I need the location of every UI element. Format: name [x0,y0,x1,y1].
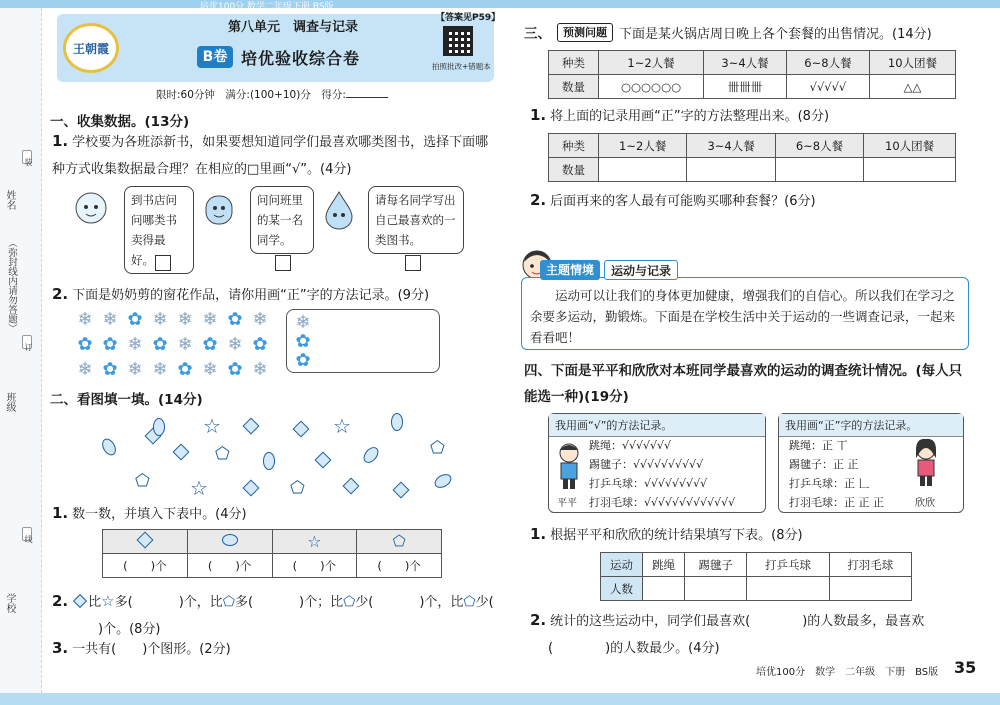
hotpot-sales-table [548,50,956,99]
diamond-icon [243,480,260,497]
star-icon: ☆ [190,476,208,500]
diamond-icon [173,444,190,461]
bottom-bar [0,693,1000,705]
top-bar [0,0,1000,8]
s2-q1: 1. 数一数，并填入下表中。(4分) [52,504,247,522]
star-icon: ☆ [101,592,115,610]
theme-tag: 主题情境 [540,260,600,280]
star-icon: ☆ [307,531,322,551]
ellipse-icon [99,436,118,458]
row-head: 数量 [549,75,599,99]
pentagon-icon: ⬠ [135,471,150,491]
ellipse-icon [361,444,382,466]
col-head: 10人团餐 [864,134,956,158]
tally-cell: ○○○○○○ [599,75,704,99]
row-head: 种类 [549,134,599,158]
row-head: 数量 [549,158,599,182]
exam-info: 限时:60分钟 满分:(100+10)分 得分: [156,87,388,102]
snowflake-icon: ❄ [202,359,218,380]
prediction-tag: 预测问题 [557,23,613,42]
table-head: 踢毽子 [685,553,747,577]
col-head: 3~4人餐 [704,51,787,75]
binding-notice: （弥封线内请勿答题） [6,238,17,333]
count-cell[interactable]: ( )个 [187,554,272,578]
top-bar-text: 培优100分 数学二年级下册 BS版 [200,2,334,12]
score-blank[interactable] [346,97,388,98]
ellipse-icon [263,452,275,470]
xinxin-record [778,413,964,513]
row-head: 人数 [601,577,643,601]
pentagon-icon: ⬠ [463,594,476,610]
answer-cell[interactable] [685,577,747,601]
pentagon-icon: ⬠ [290,478,305,498]
diamond-icon [73,594,87,608]
binding-hole: 线 [22,527,32,541]
star-icon: ☆ [333,414,351,438]
table-head: 运动 [601,553,643,577]
record-row: 打羽毛球：√√√√√√√√√√√√√ [589,496,736,509]
diamond-icon [393,482,410,499]
star-icon: ☆ [203,414,221,438]
flower-icon: ✿ [227,359,243,380]
sport-count-table [600,552,912,601]
option-checkbox-2[interactable] [275,255,291,271]
option-checkbox-1[interactable] [155,255,171,271]
section-2-title: 二、看图填一填。(14分) [50,392,203,408]
diamond-icon [293,421,310,438]
answer-reference: 【答案见P59】 [436,13,501,23]
record-title: 我用画“√”的方法记录。 [549,414,765,437]
unit-title: 第八单元 调查与记录 [228,20,359,35]
shapes-picture [95,408,495,503]
flower-icon: ✿ [295,331,311,352]
diamond-icon [243,418,260,435]
answer-cell[interactable] [747,577,829,601]
school-label: 学校 [4,593,15,613]
snowflake-icon: ❄ [177,309,193,330]
paper-cut-grid [75,310,275,380]
theme-topic: 运动与记录 [604,260,678,280]
table-head: 打羽毛球 [829,553,911,577]
col-head: 6~8人餐 [787,51,870,75]
s2-q2: 2. 比☆多( )个，比⬠多( )个；比⬠少( )个，比⬠少()个。(8分) [52,592,494,637]
answer-cell[interactable] [829,577,911,601]
snowflake-icon: ❄ [77,309,93,330]
col-head: 6~8人餐 [775,134,863,158]
shape-count-table [102,529,442,578]
snowflake-icon: ❄ [102,309,118,330]
s1-q2: 2. 下面是奶奶剪的窗花作品，请你用画“正”字的方法记录。(9分) [52,285,430,303]
speech-bubble: 问问班里的某一名同学。 [250,186,314,254]
answer-cell[interactable] [599,158,687,182]
answer-cell[interactable] [775,158,863,182]
pentagon-col [357,530,442,554]
answer-cell[interactable] [643,577,685,601]
section-4-title: 四、下面是平平和欣欣对本班同学最喜欢的运动的调查统计情况。(每人只能选一种)(19分) [524,363,963,405]
flower-icon: ✿ [295,350,311,371]
paper-badge: B卷 [197,46,233,68]
pentagon-icon: ⬠ [392,532,406,550]
flower-icon: ✿ [252,334,268,355]
ellipse-icon [153,418,165,436]
star-col [272,530,357,554]
snowflake-icon: ❄ [295,312,311,333]
binding-hole: 装 [22,150,32,164]
record-row: 打羽毛球：正 正 正 [789,496,884,509]
option-checkbox-3[interactable] [405,255,421,271]
answer-cell[interactable] [687,158,775,182]
snowflake-icon: ❄ [127,334,143,355]
diamond-icon [136,532,153,549]
count-cell[interactable]: ( )个 [272,554,357,578]
record-row: 跳绳：正 丅 [789,439,848,452]
record-row: 打乒乓球：正 𠃊 [789,477,870,490]
qr-code-icon [443,26,473,56]
snowflake-icon: ❄ [77,359,93,380]
snowflake-icon: ❄ [202,309,218,330]
pingping-record [548,413,766,513]
diamond-icon [315,452,332,469]
flower-icon: ✿ [202,334,218,355]
binding-hole: 订 [22,335,32,349]
footer-text: 培优100分 数学 二年级 下册 BS版 [756,667,939,678]
flower-icon: ✿ [102,359,118,380]
flower-icon: ✿ [152,334,168,355]
record-row: 踢毽子：√√√√√√√√√√ [589,458,704,471]
pentagon-icon: ⬠ [430,438,445,458]
ellipse-icon [222,534,238,546]
tally-answer-table [548,133,956,182]
theme-text: 运动可以让我们的身体更加健康，增强我们的自信心。所以我们在学习之余要多运动，勤锻炼。下面是在学校生活中关于运动的一些调查记录，一起来看看吧！ [530,288,956,345]
col-head: 1~2人餐 [599,51,704,75]
snowflake-icon: ❄ [152,359,168,380]
theme-header [540,260,678,280]
s1-q1: 1. 学校要为各班添新书，如果要想知道同学们最喜欢哪类图书，选择下面哪种方式收集数据最合理？在相应的□里画“√”。(4分) [52,132,489,177]
table-head: 跳绳 [643,553,685,577]
answer-cell[interactable] [864,158,956,182]
record-row: 打乒乓球：√√√√√√√√√ [589,477,708,490]
section-3-title: 三、 预测问题 下面是某火锅店周日晚上各个套餐的出售情况。(14分) [524,22,932,42]
tally-answer-box[interactable] [286,309,440,373]
s3-q2: 2. 后面再来的客人最有可能购买哪种套餐？(6分) [530,191,816,209]
tally-cell: 卌卌卌 [704,75,787,99]
diamond-icon [343,478,360,495]
xinxin-name: 欣欣 [915,498,935,509]
girl-character-icon [74,190,108,230]
record-row: 跳绳：√√√√√√√ [589,439,672,452]
s4-q2: 2. 统计的这些运动中，同学们最喜欢( )的人数最多，最喜欢 ( )的人数最少。(4分) [530,611,925,656]
count-cell[interactable]: ( )个 [357,554,442,578]
col-head: 10人团餐 [869,51,955,75]
col-head: 1~2人餐 [599,134,687,158]
flower-icon: ✿ [77,334,93,355]
pentagon-icon: ⬠ [222,594,235,610]
s4-q1: 1. 根据平平和欣欣的统计结果填写下表。(8分) [530,525,803,543]
table-head: 打乒乓球 [747,553,829,577]
s3-q1: 1. 将上面的记录用画“正”字的方法整理出来。(8分) [530,106,830,124]
flower-icon: ✿ [227,309,243,330]
record-title: 我用画“正”字的方法记录。 [779,414,963,437]
snowflake-icon: ❄ [227,334,243,355]
diamond-col [103,530,188,554]
tally-cell: △△ [869,75,955,99]
snowflake-icon: ❄ [127,359,143,380]
pentagon-icon: ⬠ [343,594,356,610]
qr-caption: 拍照批改+错题本 [432,62,491,71]
ellipse-icon [391,413,403,431]
class-label: 班级 [4,392,15,412]
paper-title: 培优验收综合卷 [241,49,361,68]
ellipse-col [187,530,272,554]
water-drop-character-icon [322,190,356,230]
record-row: 踢毽子：正 正 [789,458,859,471]
brand-logo: 王朝霞 [63,23,119,73]
pentagon-icon: ⬠ [215,444,230,464]
boy-character-icon [202,190,236,230]
speech-bubble: 请每名同学写出自己最喜欢的一类图书。 [368,186,464,254]
boy-student-icon [555,442,583,490]
flower-icon: ✿ [102,334,118,355]
snowflake-icon: ❄ [252,309,268,330]
ellipse-icon [432,471,454,490]
row-head: 种类 [549,51,599,75]
snowflake-icon: ❄ [177,334,193,355]
tally-cell: √√√√√ [787,75,870,99]
snowflake-icon: ❄ [152,309,168,330]
flower-icon: ✿ [177,359,193,380]
name-label: 姓名 [4,190,15,210]
col-head: 3~4人餐 [687,134,775,158]
flower-icon: ✿ [127,309,143,330]
page-number: 35 [954,658,977,677]
count-cell[interactable]: ( )个 [103,554,188,578]
girl-student-icon [911,438,941,488]
pingping-name: 平平 [557,498,577,509]
snowflake-icon: ❄ [252,359,268,380]
binding-strip [0,8,42,693]
section-1-title: 一、收集数据。(13分) [50,114,190,130]
s2-q3: 3. 一共有( )个图形。(2分) [52,639,231,657]
speech-bubble: 到书店问问哪类书卖得最好。 [124,186,194,274]
